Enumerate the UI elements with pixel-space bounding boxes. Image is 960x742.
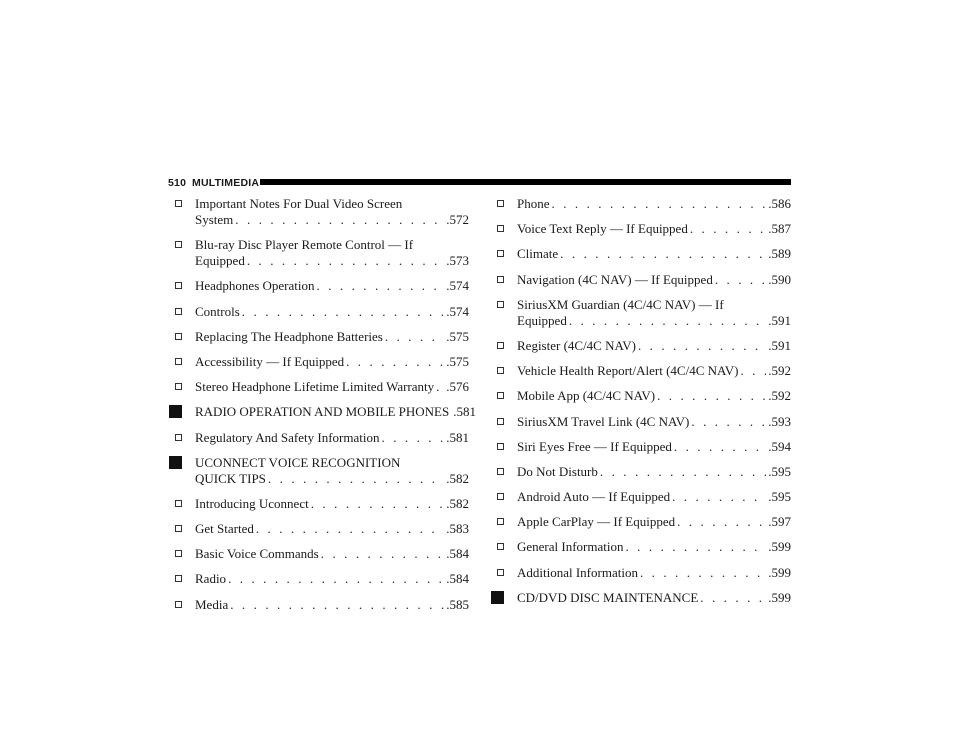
toc-page-number: .590 xyxy=(768,271,791,287)
toc-subsection-entry[interactable] xyxy=(175,329,469,345)
leader-dots xyxy=(385,329,444,345)
toc-page-number: .574 xyxy=(446,303,469,319)
toc-page-number: .575 xyxy=(446,328,469,344)
subsection-box-icon xyxy=(497,493,504,500)
toc-page-number: .583 xyxy=(446,521,469,537)
subsection-box-icon xyxy=(497,200,504,207)
toc-left-column xyxy=(175,196,476,613)
toc-page-number: .584 xyxy=(446,571,469,587)
subsection-box-icon xyxy=(175,358,182,365)
toc-page-number: .572 xyxy=(446,212,469,227)
subsection-box-icon xyxy=(175,575,182,582)
toc-page-number: .582 xyxy=(446,495,469,511)
toc-page-number: .597 xyxy=(768,514,791,530)
toc-entry-title: Stereo Headphone Lifetime Limited Warranty xyxy=(195,379,435,395)
toc-right-column xyxy=(497,196,791,606)
subsection-box-icon xyxy=(175,282,182,289)
toc-page-number: .582 xyxy=(446,470,469,486)
toc-entry-title: QUICK TIPS xyxy=(195,470,266,486)
subsection-box-icon xyxy=(497,443,504,450)
leader-dots xyxy=(657,388,766,404)
toc-entry-title: Phone xyxy=(517,196,550,211)
toc-entry-title: Equipped xyxy=(195,253,245,269)
toc-page-number: .581 xyxy=(453,404,476,420)
subsection-box-icon xyxy=(175,550,182,557)
leader-dots xyxy=(235,212,444,228)
toc-entry-title: Controls xyxy=(195,303,240,319)
toc-page-number: .584 xyxy=(446,546,469,562)
subsection-box-icon xyxy=(175,500,182,507)
toc-page-number: .595 xyxy=(768,463,791,479)
toc-page-number: .592 xyxy=(768,363,791,379)
toc-subsection-entry[interactable] xyxy=(497,565,791,581)
toc-entry-title: SiriusXM Guardian (4C/4C NAV) — If xyxy=(517,296,724,312)
leader-dots xyxy=(560,246,766,262)
toc-subsection-entry[interactable] xyxy=(497,246,791,262)
toc-subsection-entry[interactable] xyxy=(175,521,469,537)
toc-page-number: .599 xyxy=(768,564,791,580)
toc-entry-title: Equipped xyxy=(517,312,567,328)
subsection-box-icon xyxy=(175,200,182,207)
toc-page-number: .573 xyxy=(446,253,469,269)
toc-subsection-entry[interactable] xyxy=(497,539,791,555)
toc-subsection-entry[interactable] xyxy=(497,514,791,530)
leader-dots xyxy=(382,430,445,446)
subsection-box-icon xyxy=(175,383,182,390)
toc-entry-title: Additional Information xyxy=(517,564,638,580)
toc-subsection-entry[interactable] xyxy=(497,272,791,288)
subsection-box-icon xyxy=(497,543,504,550)
toc-subsection-entry[interactable] xyxy=(497,388,791,404)
leader-dots xyxy=(677,514,766,530)
toc-subsection-entry[interactable] xyxy=(175,379,469,395)
toc-entry-title: System xyxy=(195,212,234,227)
toc-page-number: .599 xyxy=(768,589,791,605)
leader-dots xyxy=(672,489,766,505)
section-bullet-icon xyxy=(169,456,182,469)
subsection-box-icon xyxy=(497,250,504,257)
toc-page-number: .586 xyxy=(768,196,791,211)
toc-entry-title: Introducing Uconnect xyxy=(195,495,309,511)
toc-subsection-entry[interactable] xyxy=(175,546,469,562)
subsection-box-icon xyxy=(175,601,182,608)
subsection-box-icon xyxy=(497,468,504,475)
subsection-box-icon xyxy=(175,333,182,340)
toc-entry-title: Accessibility — If Equipped xyxy=(195,353,345,369)
leader-dots xyxy=(311,496,445,512)
toc-entry-title: Radio xyxy=(195,571,227,587)
leader-dots xyxy=(321,546,445,562)
toc-section-entry[interactable] xyxy=(175,404,476,420)
toc-entry-title: Replacing The Headphone Batteries xyxy=(195,328,383,344)
toc-subsection-entry[interactable] xyxy=(497,196,791,212)
subsection-box-icon xyxy=(497,569,504,576)
leader-dots xyxy=(640,565,766,581)
section-title: MULTIMEDIA xyxy=(192,177,260,189)
toc-page-number: .595 xyxy=(768,489,791,505)
leader-dots xyxy=(740,363,766,379)
leader-dots xyxy=(436,379,444,395)
subsection-box-icon xyxy=(497,301,504,308)
toc-entry-title: RADIO OPERATION AND MOBILE PHONES xyxy=(195,404,450,420)
leader-dots xyxy=(691,414,766,430)
subsection-box-icon xyxy=(175,241,182,248)
toc-subsection-entry[interactable] xyxy=(497,464,791,480)
toc-section-entry[interactable] xyxy=(497,590,791,606)
toc-entry-title: Climate xyxy=(517,246,559,262)
section-bullet-icon xyxy=(169,405,182,418)
toc-subsection-entry[interactable] xyxy=(497,414,791,430)
toc-entry-title: Apple CarPlay — If Equipped xyxy=(517,514,676,530)
leader-dots xyxy=(638,338,766,354)
subsection-box-icon xyxy=(497,342,504,349)
toc-subsection-entry[interactable] xyxy=(497,297,791,329)
toc-entry-title: Siri Eyes Free — If Equipped xyxy=(517,438,672,454)
toc-entry-title: Headphones Operation xyxy=(195,278,315,294)
toc-subsection-entry[interactable] xyxy=(497,439,791,455)
leader-dots xyxy=(569,313,766,329)
leader-dots xyxy=(600,464,766,480)
toc-subsection-entry[interactable] xyxy=(175,304,469,320)
section-bullet-icon xyxy=(491,591,504,604)
subsection-box-icon xyxy=(497,518,504,525)
leader-dots xyxy=(317,278,445,294)
leader-dots xyxy=(715,272,766,288)
toc-entry-title: SiriusXM Travel Link (4C NAV) xyxy=(517,413,690,429)
toc-subsection-entry[interactable] xyxy=(175,237,469,269)
leader-dots xyxy=(552,196,767,212)
subsection-box-icon xyxy=(175,434,182,441)
leader-dots xyxy=(674,439,766,455)
toc-entry-title: Blu-ray Disc Player Remote Control — If xyxy=(195,237,414,253)
leader-dots xyxy=(247,253,444,269)
toc-subsection-entry[interactable] xyxy=(497,338,791,354)
toc-subsection-entry[interactable] xyxy=(175,354,469,370)
toc-entry-title: Register (4C/4C NAV) xyxy=(517,337,636,353)
toc-page-number: .587 xyxy=(768,221,791,237)
toc-subsection-entry[interactable] xyxy=(175,196,469,228)
toc-entry-title: Do Not Disturb xyxy=(517,463,598,479)
leader-dots xyxy=(230,597,444,613)
subsection-box-icon xyxy=(497,225,504,232)
toc-subsection-entry[interactable] xyxy=(175,597,469,613)
toc-entry-title: General Information xyxy=(517,539,624,555)
toc-page-number: .594 xyxy=(768,438,791,454)
toc-section-entry[interactable] xyxy=(175,455,469,487)
toc-entry-title: Get Started xyxy=(195,521,254,537)
toc-subsection-entry[interactable] xyxy=(497,221,791,237)
leader-dots xyxy=(242,304,444,320)
toc-subsection-entry[interactable] xyxy=(497,489,791,505)
toc-page-number: .576 xyxy=(446,379,469,395)
subsection-box-icon xyxy=(497,392,504,399)
toc-page-number: .591 xyxy=(768,337,791,353)
leader-dots xyxy=(346,354,444,370)
page-header xyxy=(168,176,791,190)
toc-entry-title: Voice Text Reply — If Equipped xyxy=(517,221,688,237)
toc-entry-title: Android Auto — If Equipped xyxy=(517,489,671,505)
leader-dots xyxy=(690,221,766,237)
subsection-box-icon xyxy=(175,525,182,532)
header-rule xyxy=(260,179,791,185)
toc-entry-title: Important Notes For Dual Video Screen xyxy=(195,196,403,211)
subsection-box-icon xyxy=(497,276,504,283)
subsection-box-icon xyxy=(497,367,504,374)
toc-page-number: .575 xyxy=(446,353,469,369)
leader-dots xyxy=(268,471,444,487)
toc-entry-title: Media xyxy=(195,596,229,612)
toc-page-number: .589 xyxy=(768,246,791,262)
toc-entry-title: UCONNECT VOICE RECOGNITION xyxy=(195,454,401,470)
toc-entry-title: Mobile App (4C/4C NAV) xyxy=(517,388,656,404)
leader-dots xyxy=(228,571,444,587)
toc-page-number: .592 xyxy=(768,388,791,404)
toc-subsection-entry[interactable] xyxy=(175,571,469,587)
toc-page-number: .599 xyxy=(768,539,791,555)
toc-subsection-entry[interactable] xyxy=(175,430,469,446)
leader-dots xyxy=(700,590,766,606)
leader-dots xyxy=(625,539,766,555)
toc-page-number: .591 xyxy=(768,312,791,328)
subsection-box-icon xyxy=(497,418,504,425)
toc-subsection-entry[interactable] xyxy=(175,278,469,294)
toc-page-number: .581 xyxy=(446,429,469,445)
leader-dots xyxy=(256,521,444,537)
toc-subsection-entry[interactable] xyxy=(497,363,791,379)
toc-entry-title: CD/DVD DISC MAINTENANCE xyxy=(517,589,699,605)
subsection-box-icon xyxy=(175,308,182,315)
toc-subsection-entry[interactable] xyxy=(175,496,469,512)
toc-entry-title: Navigation (4C NAV) — If Equipped xyxy=(517,271,713,287)
toc-page-number: .593 xyxy=(768,413,791,429)
toc-page-number: .585 xyxy=(446,596,469,612)
page-number: 510 xyxy=(168,177,187,189)
toc-entry-title: Regulatory And Safety Information xyxy=(195,429,380,445)
toc-page-number: .574 xyxy=(446,278,469,294)
toc-entry-title: Basic Voice Commands xyxy=(195,546,319,562)
toc-entry-title: Vehicle Health Report/Alert (4C/4C NAV) xyxy=(517,363,739,379)
